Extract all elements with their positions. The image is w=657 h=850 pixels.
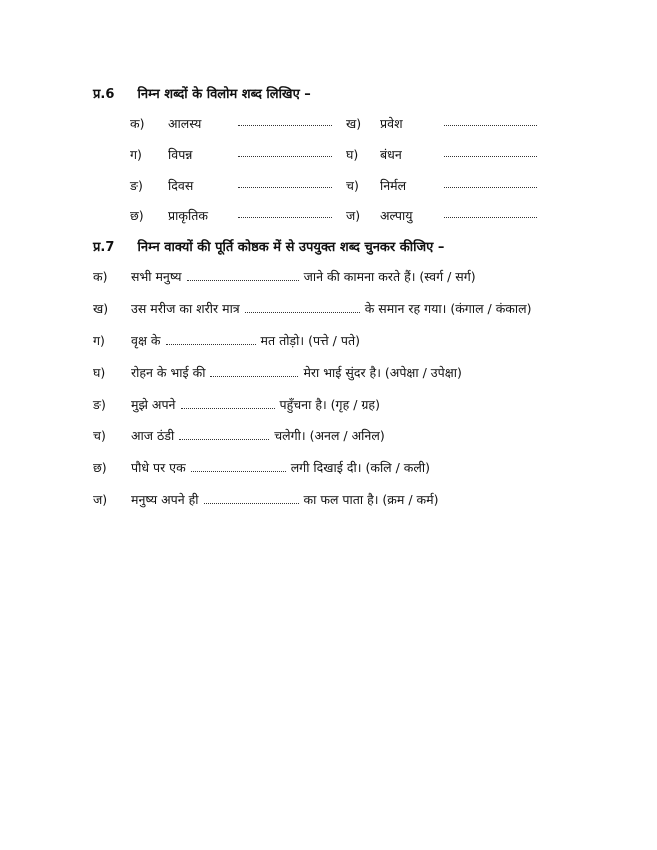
answer-blank[interactable] [444, 146, 537, 157]
sentence-label: क) [93, 269, 108, 284]
q6-heading [93, 84, 311, 102]
fill-blank[interactable] [210, 366, 298, 377]
sentence-before: रोहन के भाई की [131, 365, 206, 380]
q6-pair-row [0, 207, 657, 227]
fill-blank[interactable] [191, 461, 286, 472]
sentence-before: आज ठंडी [131, 428, 175, 443]
q7-sentence-row [0, 427, 657, 447]
answer-blank[interactable] [444, 177, 537, 188]
q7-sentence-row [0, 364, 657, 384]
sentence-before: सभी मनुष्य [131, 269, 182, 284]
pair-right-word: बंधन [380, 147, 402, 162]
sentence-before: मुझे अपने [131, 397, 176, 412]
q6-number: प्र.6 [93, 87, 115, 102]
sentence-before: मनुष्य अपने ही [131, 492, 199, 507]
fill-blank[interactable] [179, 429, 269, 440]
sentence-after: मत तोड़ो। (पत्ते / पते) [260, 333, 360, 348]
q7-heading [93, 237, 444, 255]
sentence-before: वृक्ष के [131, 333, 161, 348]
sentence-text [131, 396, 380, 413]
sentence-label: घ) [93, 365, 106, 380]
pair-left-label: ङ) [130, 178, 143, 193]
q6-pair-row [0, 146, 657, 166]
pair-left-label: ग) [130, 147, 142, 162]
pair-right-word: निर्मल [380, 178, 407, 193]
sentence-text [131, 332, 360, 349]
pair-right-word: प्रवेश [380, 116, 403, 131]
sentence-label: ङ) [93, 397, 106, 412]
q6-pair-row [0, 115, 657, 135]
answer-blank[interactable] [238, 177, 332, 188]
sentence-label: ख) [93, 301, 109, 316]
sentence-text [131, 427, 385, 444]
sentence-label: च) [93, 428, 106, 443]
sentence-after: जाने की कामना करते हैं। (स्वर्ग / सर्ग) [303, 269, 476, 284]
sentence-text [131, 268, 476, 285]
q7-sentence-row [0, 332, 657, 352]
sentence-before: पौधे पर एक [131, 460, 186, 475]
answer-blank[interactable] [238, 146, 332, 157]
pair-right-label: ख) [346, 116, 362, 131]
pair-left-word: आलस्य [168, 116, 202, 131]
q7-sentence-row [0, 396, 657, 416]
answer-blank[interactable] [238, 207, 332, 218]
sentence-text [131, 491, 439, 508]
sentence-text [131, 364, 462, 381]
answer-blank[interactable] [444, 115, 537, 126]
pair-left-label: छ) [130, 208, 144, 223]
sentence-after: का फल पाता है। (क्रम / कर्म) [303, 492, 439, 507]
pair-right-word: अल्पायु [380, 208, 413, 223]
answer-blank[interactable] [238, 115, 332, 126]
q7-sentence-row [0, 268, 657, 288]
sentence-label: ग) [93, 333, 105, 348]
fill-blank[interactable] [245, 302, 360, 313]
sentence-after: लगी दिखाई दी। (कलि / कली) [290, 460, 430, 475]
fill-blank[interactable] [181, 398, 275, 409]
q7-sentence-row [0, 491, 657, 511]
fill-blank[interactable] [166, 334, 256, 345]
sentence-after: पहुँचना है। (गृह / ग्रह) [279, 397, 380, 412]
pair-left-word: विपन्न [168, 147, 193, 162]
pair-left-word: प्राकृतिक [168, 208, 208, 223]
sentence-label: ज) [93, 492, 108, 507]
pair-right-label: ज) [346, 208, 361, 223]
q7-number: प्र.7 [93, 240, 115, 255]
q7-sentence-row [0, 300, 657, 320]
sentence-after: के समान रह गया। (कंगाल / कंकाल) [364, 301, 532, 316]
pair-right-label: घ) [346, 147, 359, 162]
q6-title: निम्न शब्दों के विलोम शब्द लिखिए – [137, 87, 311, 102]
sentence-text [131, 300, 532, 317]
sentence-after: चलेगी। (अनल / अनिल) [274, 428, 385, 443]
sentence-before: उस मरीज का शरीर मात्र [131, 301, 240, 316]
pair-right-label: च) [346, 178, 359, 193]
sentence-text [131, 459, 430, 476]
q6-pair-row [0, 177, 657, 197]
pair-left-label: क) [130, 116, 145, 131]
q7-sentence-row [0, 459, 657, 479]
q7-title: निम्न वाक्यों की पूर्ति कोष्ठक में से उपयुक्त शब्द चुनकर कीजिए – [137, 240, 445, 255]
fill-blank[interactable] [187, 270, 299, 281]
answer-blank[interactable] [444, 207, 537, 218]
sentence-label: छ) [93, 460, 107, 475]
fill-blank[interactable] [204, 493, 299, 504]
sentence-after: मेरा भाई सुंदर है। (अपेक्षा / उपेक्षा) [303, 365, 462, 380]
pair-left-word: दिवस [168, 178, 194, 193]
